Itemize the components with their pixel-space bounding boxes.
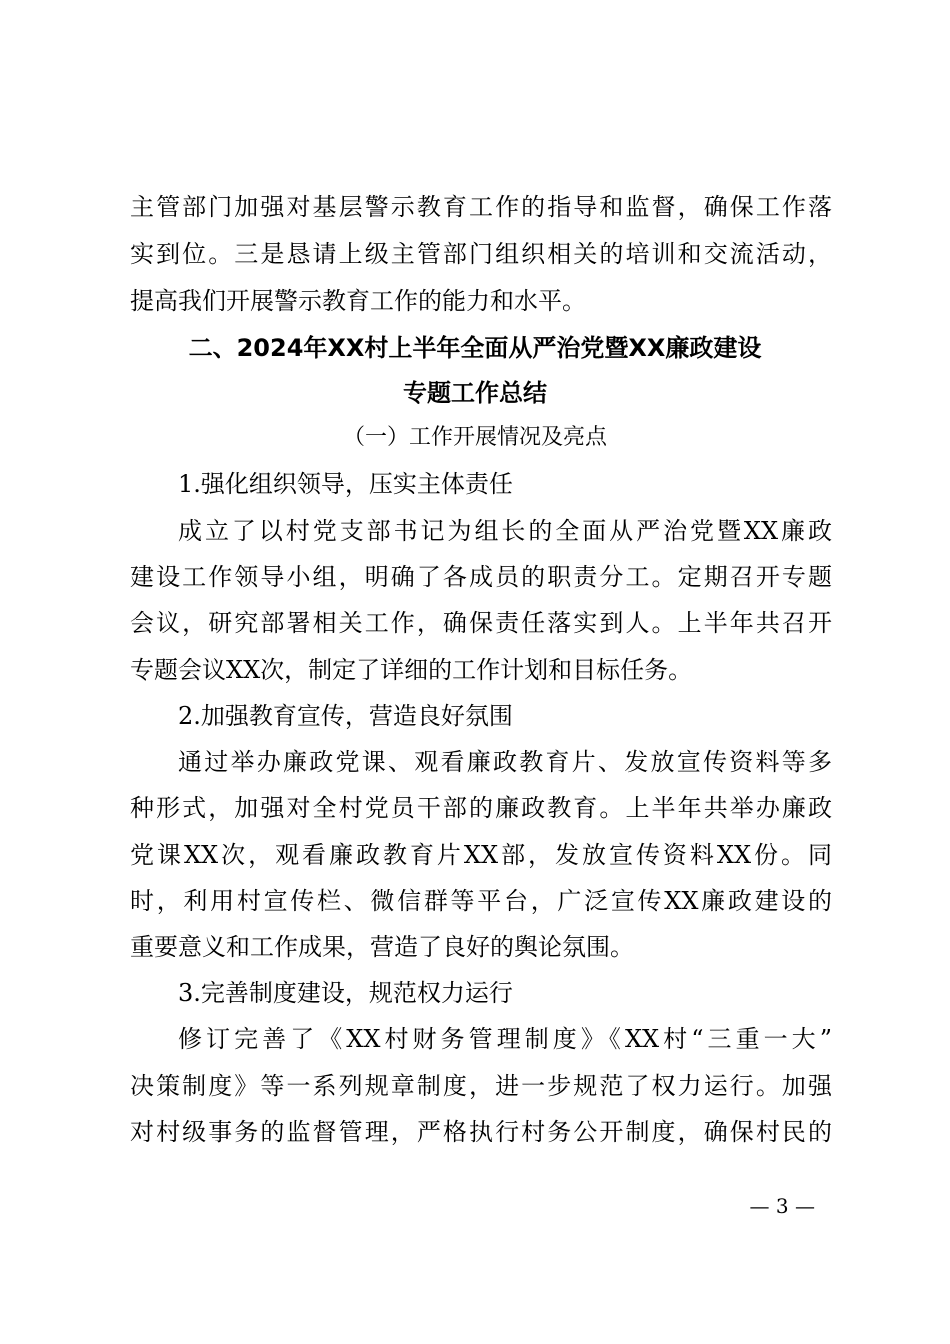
page-number: — 3 — [749, 1194, 815, 1218]
section-heading-line-2: 专题工作总结 [403, 379, 547, 407]
item-3-line-1: 修订完善了《XX村财务管理制度》《XX村“三重一大” [178, 1025, 832, 1053]
intro-line-3: 提高我们开展警示教育工作的能力和水平。 [130, 287, 586, 315]
item-1-line-4: 专题会议XX次，制定了详细的工作计划和目标任务。 [130, 656, 693, 684]
item-2-line-2: 种形式，加强对全村党员干部的廉政教育。上半年共举办廉政 [130, 794, 832, 822]
intro-line-1: 主管部门加强对基层警示教育工作的指导和监督，确保工作落 [130, 193, 832, 221]
item-2-line-5: 重要意义和工作成果，营造了良好的舆论氛围。 [130, 933, 634, 961]
subsection-heading: （一）工作开展情况及亮点 [342, 425, 607, 450]
item-2-line-4: 时，利用村宣传栏、微信群等平台，广泛宣传XX廉政建设的 [130, 887, 832, 915]
item-2-line-3: 党课XX次，观看廉政教育片XX部，发放宣传资料XX份。同 [130, 841, 832, 869]
section-heading-line-1: 二、2024年XX村上半年全面从严治党暨XX廉政建设 [188, 334, 762, 362]
item-3-line-2: 决策制度》等一系列规章制度，进一步规范了权力运行。加强 [130, 1072, 832, 1100]
item-1-line-2: 建设工作领导小组，明确了各成员的职责分工。定期召开专题 [130, 563, 832, 591]
item-1-line-3: 会议，研究部署相关工作，确保责任落实到人。上半年共召开 [130, 609, 832, 637]
item-3-title: 3.完善制度建设，规范权力运行 [178, 979, 513, 1007]
item-2-title: 2.加强教育宣传，营造良好氛围 [178, 702, 513, 730]
intro-line-2: 实到位。三是恳请上级主管部门组织相关的培训和交流活动， [130, 240, 832, 268]
item-1-title: 1.强化组织领导，压实主体责任 [178, 470, 513, 498]
item-2-line-1: 通过举办廉政党课、观看廉政教育片、发放宣传资料等多 [178, 748, 832, 776]
item-1-line-1: 成立了以村党支部书记为组长的全面从严治党暨XX廉政 [178, 517, 832, 545]
item-3-line-3: 对村级事务的监督管理，严格执行村务公开制度，确保村民的 [130, 1118, 832, 1146]
